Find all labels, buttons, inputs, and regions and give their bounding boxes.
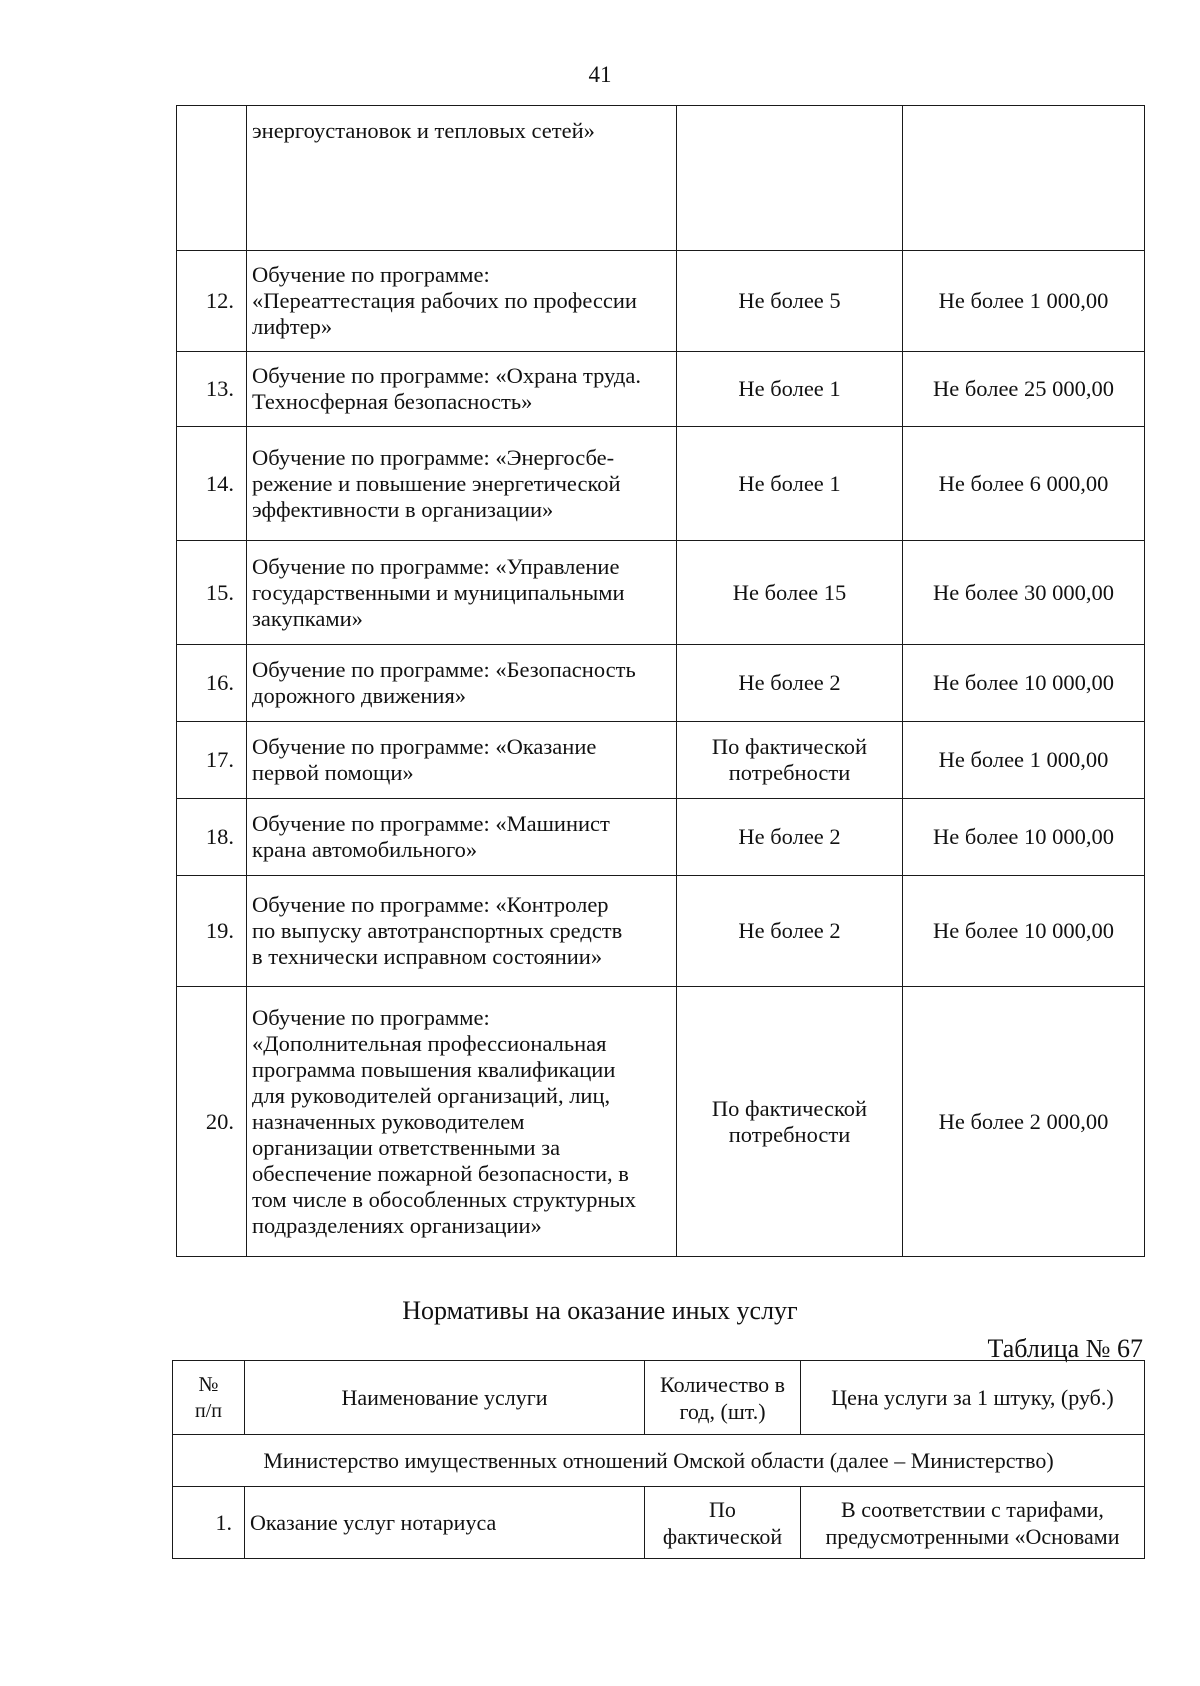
row-number: 16.: [177, 645, 247, 722]
quantity-line: Не более 5: [738, 288, 841, 313]
row-price: Не более 6 000,00: [903, 427, 1145, 541]
header-quantity-line: год, (шт.): [679, 1398, 766, 1424]
header-price: Цена услуги за 1 штуку, (руб.): [801, 1361, 1145, 1435]
program-name-line: крана автомобильного»: [252, 837, 478, 862]
row-quantity-line: По: [709, 1496, 736, 1522]
row-number: 18.: [177, 799, 247, 876]
row-price: [801, 1487, 1145, 1559]
program-name-line: организации ответственными за: [252, 1134, 561, 1160]
program-name-line: дорожного движения»: [252, 683, 467, 708]
header-quantity: [645, 1361, 801, 1435]
program-name-line: государственными и муниципальными: [252, 579, 625, 605]
row-quantity: [677, 106, 903, 251]
program-name-line: в технически исправном состоянии»: [252, 944, 603, 969]
quantity-line: По фактической: [711, 734, 868, 759]
row-number: 13.: [177, 352, 247, 427]
quantity-line: Не более 2: [738, 918, 841, 943]
row-program-name: [247, 541, 677, 645]
row-quantity-line: фактической: [662, 1523, 783, 1549]
row-number: 20.: [177, 987, 247, 1257]
row-quantity: [677, 352, 903, 427]
program-name-line: первой помощи»: [252, 760, 414, 785]
row-program-name: [247, 987, 677, 1257]
header-number: [173, 1361, 245, 1435]
table-row: [177, 106, 1145, 251]
table-row: [177, 645, 1145, 722]
row-service-name: Оказание услуг нотариуса: [245, 1487, 645, 1559]
row-price-line: В соответствии с тарифами,: [841, 1496, 1104, 1522]
quantity-line: Не более 15: [732, 579, 847, 605]
program-name-line: эффективности в организации»: [252, 496, 554, 522]
row-number: 12.: [177, 251, 247, 352]
table-row: [177, 541, 1145, 645]
row-quantity: [677, 876, 903, 987]
section-title: Нормативы на оказание иных услуг: [402, 1296, 798, 1325]
header-number-sub: п/п: [195, 1399, 222, 1422]
row-price: Не более 10 000,00: [903, 876, 1145, 987]
program-name-line: режение и повышение энергетической: [252, 470, 621, 496]
program-name-line: Обучение по программе: «Охрана труда.: [252, 363, 641, 388]
other-services-table: [172, 1360, 1145, 1559]
table-row: [177, 987, 1145, 1257]
program-name-line: Обучение по программе: «Энергосбе-: [252, 444, 615, 470]
row-quantity: [677, 722, 903, 799]
table-row: [177, 352, 1145, 427]
row-price-line: предусмотренными «Основами: [825, 1523, 1120, 1549]
row-program-name: [247, 799, 677, 876]
row-quantity: [677, 427, 903, 541]
program-name-line: Обучение по программе: «Контролер: [252, 892, 609, 917]
program-name-line: для руководителей организаций, лиц,: [252, 1082, 611, 1108]
row-number: 14.: [177, 427, 247, 541]
program-name-line: по выпуску автотранспортных средств: [252, 918, 623, 943]
table-row: [177, 251, 1145, 352]
program-name-line: Обучение по программе:: [252, 1004, 490, 1030]
page-number: 41: [588, 62, 612, 87]
header-number-symbol: №: [198, 1371, 219, 1396]
row-quantity: [645, 1487, 801, 1559]
row-program-name: [247, 876, 677, 987]
row-program-name: [247, 645, 677, 722]
program-name-line: Обучение по программе:: [252, 262, 490, 287]
header-quantity-line: Количество в: [660, 1371, 785, 1397]
quantity-line: По фактической: [711, 1095, 868, 1121]
ministry-label: Министерство имущественных отношений Омской области (далее – Министерство): [173, 1435, 1145, 1487]
table-row: [177, 427, 1145, 541]
row-price: Не более 30 000,00: [903, 541, 1145, 645]
row-number: 19.: [177, 876, 247, 987]
row-price: Не более 2 000,00: [903, 987, 1145, 1257]
program-name-line: энергоустановок и тепловых сетей»: [252, 118, 595, 143]
row-number: 17.: [177, 722, 247, 799]
row-program-name: [247, 352, 677, 427]
program-name-line: «Дополнительная профессиональная: [252, 1030, 607, 1056]
quantity-line: Не более 1: [738, 470, 841, 496]
quantity-line: потребности: [728, 1121, 851, 1147]
table-row: [177, 722, 1145, 799]
row-program-name: [247, 722, 677, 799]
program-name-line: Обучение по программе: «Безопасность: [252, 657, 636, 682]
program-name-line: Обучение по программе: «Оказание: [252, 734, 597, 759]
table-row: [177, 799, 1145, 876]
table-row: [177, 876, 1145, 987]
quantity-line: потребности: [728, 760, 851, 785]
row-number: [177, 106, 247, 251]
program-name-line: подразделениях организации»: [252, 1212, 542, 1238]
row-price: Не более 1 000,00: [903, 722, 1145, 799]
table-header-row: [173, 1361, 1145, 1435]
row-quantity: [677, 541, 903, 645]
program-name-line: Техносферная безопасность»: [252, 389, 533, 414]
program-name-line: том числе в обособленных структурных: [252, 1186, 636, 1212]
row-price: Не более 1 000,00: [903, 251, 1145, 352]
program-name-line: Обучение по программе: «Управление: [252, 553, 620, 579]
row-program-name: [247, 106, 677, 251]
row-program-name: [247, 251, 677, 352]
row-number: 1.: [173, 1487, 245, 1559]
row-quantity: [677, 987, 903, 1257]
header-service-name: Наименование услуги: [245, 1361, 645, 1435]
quantity-line: Не более 2: [738, 670, 841, 695]
program-name-line: назначенных руководителем: [252, 1108, 525, 1134]
quantity-line: Не более 1: [738, 376, 841, 401]
quantity-line: Не более 2: [738, 824, 841, 849]
row-price: [903, 106, 1145, 251]
program-name-line: программа повышения квалификации: [252, 1056, 616, 1082]
program-name-line: Обучение по программе: «Машинист: [252, 811, 610, 836]
row-number: 15.: [177, 541, 247, 645]
training-norms-table: [176, 105, 1145, 1257]
program-name-line: лифтер»: [252, 314, 333, 339]
ministry-row: [173, 1435, 1145, 1487]
row-quantity: [677, 799, 903, 876]
program-name-line: закупками»: [252, 605, 363, 631]
row-price: Не более 25 000,00: [903, 352, 1145, 427]
row-quantity: [677, 251, 903, 352]
table-row: [173, 1487, 1145, 1559]
row-price: Не более 10 000,00: [903, 799, 1145, 876]
table-caption: Таблица № 67: [987, 1334, 1143, 1363]
row-quantity: [677, 645, 903, 722]
program-name-line: обеспечение пожарной безопасности, в: [252, 1160, 629, 1186]
row-program-name: [247, 427, 677, 541]
row-price: Не более 10 000,00: [903, 645, 1145, 722]
program-name-line: «Переаттестация рабочих по профессии: [252, 288, 637, 313]
